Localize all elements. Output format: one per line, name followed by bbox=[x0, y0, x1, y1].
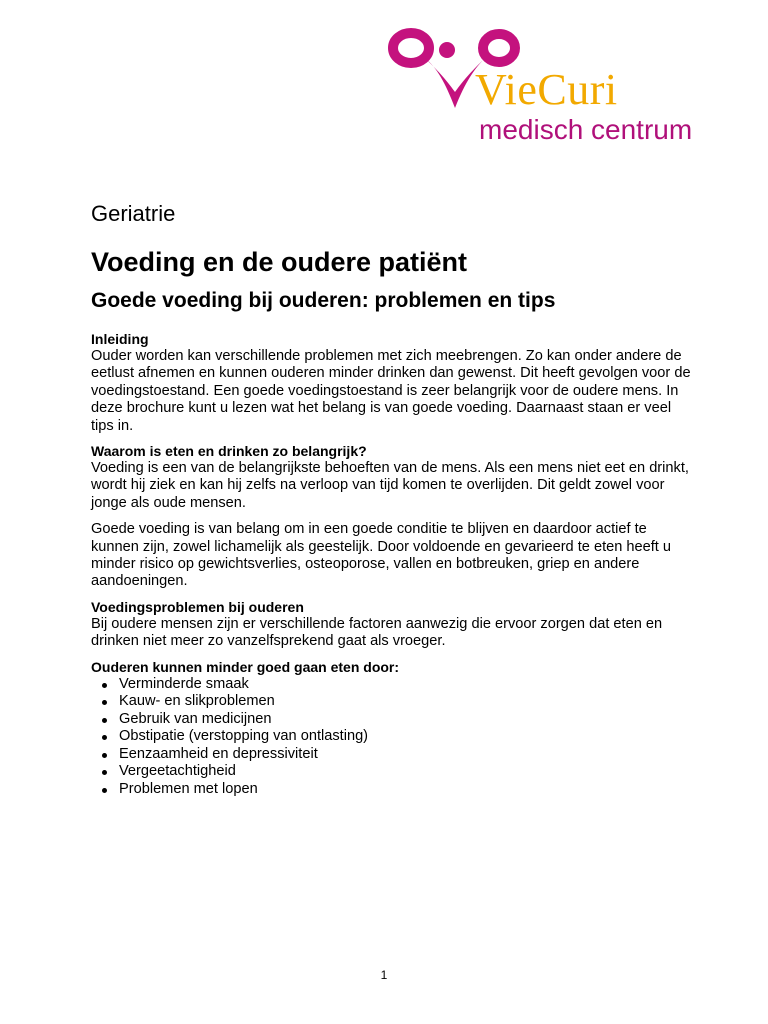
document-title: Voeding en de oudere patiënt bbox=[91, 247, 468, 277]
section-inleiding bbox=[91, 331, 691, 435]
list-item: Kauw- en slikproblemen bbox=[119, 693, 691, 711]
section-voedingsproblemen bbox=[91, 599, 691, 651]
list-item: Eenzaamheid en depressiviteit bbox=[119, 746, 691, 764]
list-item: Gebruik van medicijnen bbox=[119, 711, 691, 729]
document-body bbox=[91, 200, 691, 806]
logo-name: VieCuri bbox=[475, 65, 618, 114]
viecuri-logo bbox=[385, 24, 725, 149]
department-label: Geriatrie bbox=[91, 201, 176, 226]
list-item: Vergeetachtigheid bbox=[119, 763, 691, 781]
paragraph: Voeding is een van de belangrijkste behoeften van de mens. Als een mens niet eet en drinkt, wordt hij ziek en kan hij zelfs na verloop van tijd komen te overlijden. Dit geldt zowel voor jonge als oude mensen. bbox=[91, 460, 689, 511]
section-heading: Inleiding bbox=[91, 331, 149, 347]
section-heading: Ouderen kunnen minder goed gaan eten door: bbox=[91, 658, 400, 675]
paragraph: Ouder worden kan verschillende problemen met zich meebrengen. Zo kan onder andere de eetlust afnemen en kunnen ouderen minder drinken dan gewenst. Dit heeft gevolgen voor de voedingstoestand. Een goede voedingstoestand is zeer belangrijk voor de oudere mens. In deze brochure kunt u lezen wat het belang is van goede voeding. Daarnaast staan er veel tips in. bbox=[91, 348, 691, 434]
page-number: 1 bbox=[380, 968, 388, 982]
section-waarom bbox=[91, 443, 691, 591]
list-item: Problemen met lopen bbox=[119, 781, 691, 799]
section-heading: Voedingsproblemen bij ouderen bbox=[91, 598, 304, 615]
section-oorzaken bbox=[91, 659, 691, 799]
sections bbox=[91, 331, 691, 798]
document-subtitle: Goede voeding bij ouderen: problemen en tips bbox=[91, 289, 556, 312]
section-heading: Waarom is eten en drinken zo belangrijk? bbox=[91, 443, 367, 460]
bullet-list bbox=[91, 676, 691, 799]
paragraph: Goede voeding is van belang om in een goede conditie te blijven en daardoor actief te kunnen zijn, zowel lichamelijk als geestelijk. Door voldoende en gevarieerd te eten heeft u minder risico op gewichtsverlies, osteoporose, vallen en botbreuken, griep en andere aandoeningen. bbox=[91, 521, 672, 590]
paragraph: Bij oudere mensen zijn er verschillende factoren aanwezig die ervoor zorgen dat eten en drinken niet meer zo vanzelfsprekend gaat als vroeger. bbox=[91, 615, 663, 650]
list-item: Verminderde smaak bbox=[119, 676, 691, 694]
list-item: Obstipatie (verstopping van ontlasting) bbox=[119, 728, 691, 746]
logo-subtitle: medisch centrum bbox=[479, 114, 693, 145]
